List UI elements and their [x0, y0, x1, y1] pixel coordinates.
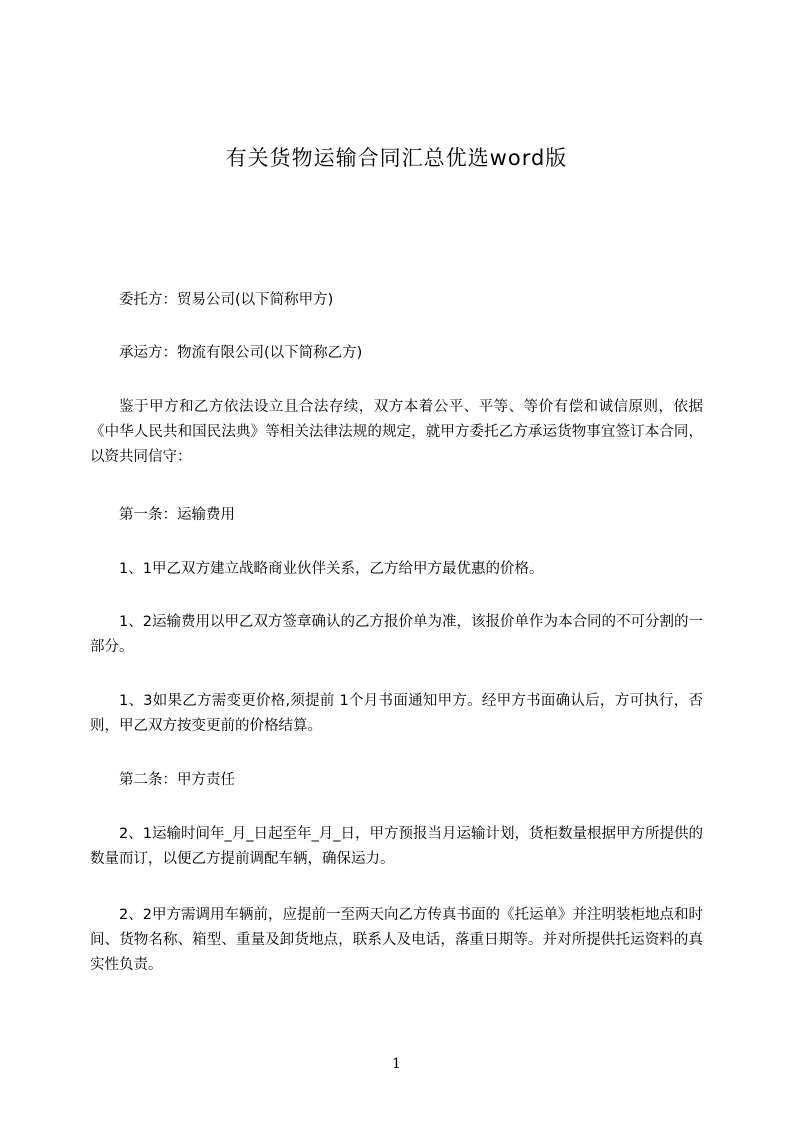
page-number: 1 [392, 1056, 401, 1072]
clause-1-3: 1、3如果乙方需变更价格,须提前 1个月书面通知甲方。经甲方书面确认后，方可执行，否则，甲乙双方按变更前的价格结算。 [90, 693, 703, 734]
party-b-line: 承运方：物流有限公司(以下简称乙方) [119, 345, 363, 361]
clause-2-2: 2、2甲方需调用车辆前，应提前一至两天向乙方传真书面的《托运单》并注明装柜地点和时间、货物名称、箱型、重量及卸货地点，联系人及电话，落重日期等。并对所提供托运资料的真实性负责。 [90, 907, 703, 973]
clause-1-2: 1、2运输费用以甲乙双方签章确认的乙方报价单为准，该报价单作为本合同的不可分割的一部分。 [90, 614, 703, 655]
party-a-line: 委托方：贸易公司(以下简称甲方) [119, 292, 334, 308]
article-1-heading: 第一条：运输费用 [119, 507, 235, 523]
article-2-heading: 第二条：甲方责任 [119, 772, 235, 788]
document-title: 有关货物运输合同汇总优选word版 [225, 146, 568, 170]
clause-2-1: 2、1运输时间年_月_日起至年_月_日，甲方预报当月运输计划，货柜数量根据甲方所提供的数量而订，以便乙方提前调配车辆，确保运力。 [90, 826, 703, 867]
preamble-paragraph: 鉴于甲方和乙方依法设立且合法存续，双方本着公平、平等、等价有偿和诚信原则，依据《中华人民共和国民法典》等相关法律法规的规定，就甲方委托乙方承运货物事宜签订本合同，以资共同信守： [90, 399, 703, 465]
clause-1-1: 1、1甲乙双方建立战略商业伙伴关系，乙方给甲方最优惠的价格。 [119, 561, 544, 577]
